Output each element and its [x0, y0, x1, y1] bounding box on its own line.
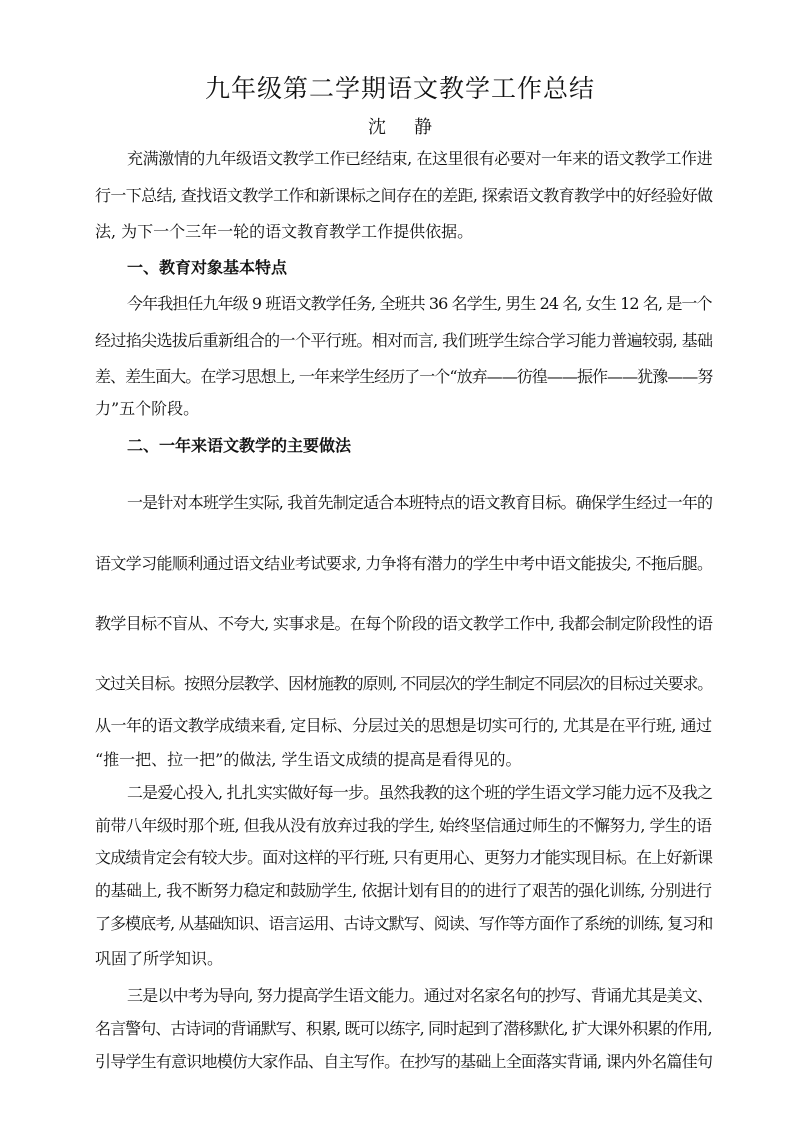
paragraph-line: 充满激情的九年级语文教学工作已经结束, 在这里很有必要对一年来的语文教学工作进 — [127, 149, 713, 168]
author-name-second: 静 — [414, 117, 432, 138]
document-title: 九年级第二学期语文教学工作总结 — [204, 74, 595, 103]
section-heading-1: 一、教育对象基本特点 — [127, 258, 288, 277]
paragraph-line: 行一下总结, 查找语文教学工作和新课标之间存在的差距, 探索语文教育教学中的好经验好做 — [95, 186, 713, 205]
paragraph-line: 二是爱心投入, 扎扎实实做好每一步。虽然我教的这个班的学生语文学习能力远不及我之 — [127, 783, 713, 802]
author-name-first: 沈 — [368, 117, 386, 138]
document-author — [0, 116, 800, 140]
paragraph-line: 语文学习能顺利通过语文结业考试要求, 力争将有潜力的学生中考中语文能拔尖, 不拖后腿。 — [95, 554, 713, 573]
paragraph-line: 了多模底考, 从基础知识、语言运用、古诗文默写、阅读、写作等方面作了系统的训练, 复习和 — [95, 914, 713, 933]
paragraph-line: “推一把、拉一把”的做法, 学生语文成绩的提高是看得见的。 — [95, 750, 522, 769]
paragraph-line: 的基础上, 我不断努力稳定和鼓励学生, 依据计划有目的的进行了艰苦的强化训练, 分别进行 — [95, 881, 712, 900]
paragraph-line: 从一年的语文教学成绩来看, 定目标、分层过关的思想是切实可行的, 尤其是在平行班, 通过 — [95, 716, 712, 735]
paragraph-line: 教学目标不盲从、不夸大, 实事求是。在每个阶段的语文教学工作中, 我都会制定阶段性的语 — [95, 614, 713, 633]
paragraph-line: 文成绩肯定会有较大步。面对这样的平行班, 只有更用心、更努力才能实现目标。在上好新课 — [95, 848, 713, 867]
paragraph-line: 巩固了所学知识。 — [95, 949, 224, 968]
paragraph-line: 力”五个阶段。 — [95, 399, 200, 418]
paragraph-line: 引导学生有意识地模仿大家作品、自主写作。在抄写的基础上全面落实背诵, 课内外名篇佳句 — [95, 1052, 713, 1071]
section-heading-2: 二、一年来语文教学的主要做法 — [127, 436, 352, 455]
paragraph-line: 经过掐尖选拔后重新组合的一个平行班。相对而言, 我们班学生综合学习能力普遍较弱, 基础 — [95, 331, 713, 350]
paragraph-line: 名言警句、古诗词的背诵默写、积累, 既可以练字, 同时起到了潜移默化, 扩大课外积累的作用, — [95, 1019, 712, 1038]
paragraph-line: 差、差生面大。在学习思想上, 一年来学生经历了一个“放弃——彷徨——振作——犹豫——努 — [95, 367, 713, 386]
paragraph-line: 法, 为下一个三年一轮的语文教育教学工作提供依据。 — [95, 222, 474, 241]
paragraph-line: 前带八年级时那个班, 但我从没有放弃过我的学生, 始终坚信通过师生的不懈努力, 学生的语 — [95, 816, 712, 835]
paragraph-line: 文过关目标。按照分层教学、因材施教的原则, 不同层次的学生制定不同层次的目标过关要求。 — [95, 674, 713, 693]
paragraph-line: 一是针对本班学生实际, 我首先制定适合本班特点的语文教育目标。确保学生经过一年的 — [127, 493, 713, 512]
paragraph-line: 三是以中考为导向, 努力提高学生语文能力。通过对名家名句的抄写、背诵尤其是美文、 — [127, 986, 713, 1005]
paragraph-line: 今年我担任九年级 9 班语文教学任务, 全班共 36 名学生, 男生 24 名, 女生 12 名, 是一个 — [127, 294, 712, 313]
